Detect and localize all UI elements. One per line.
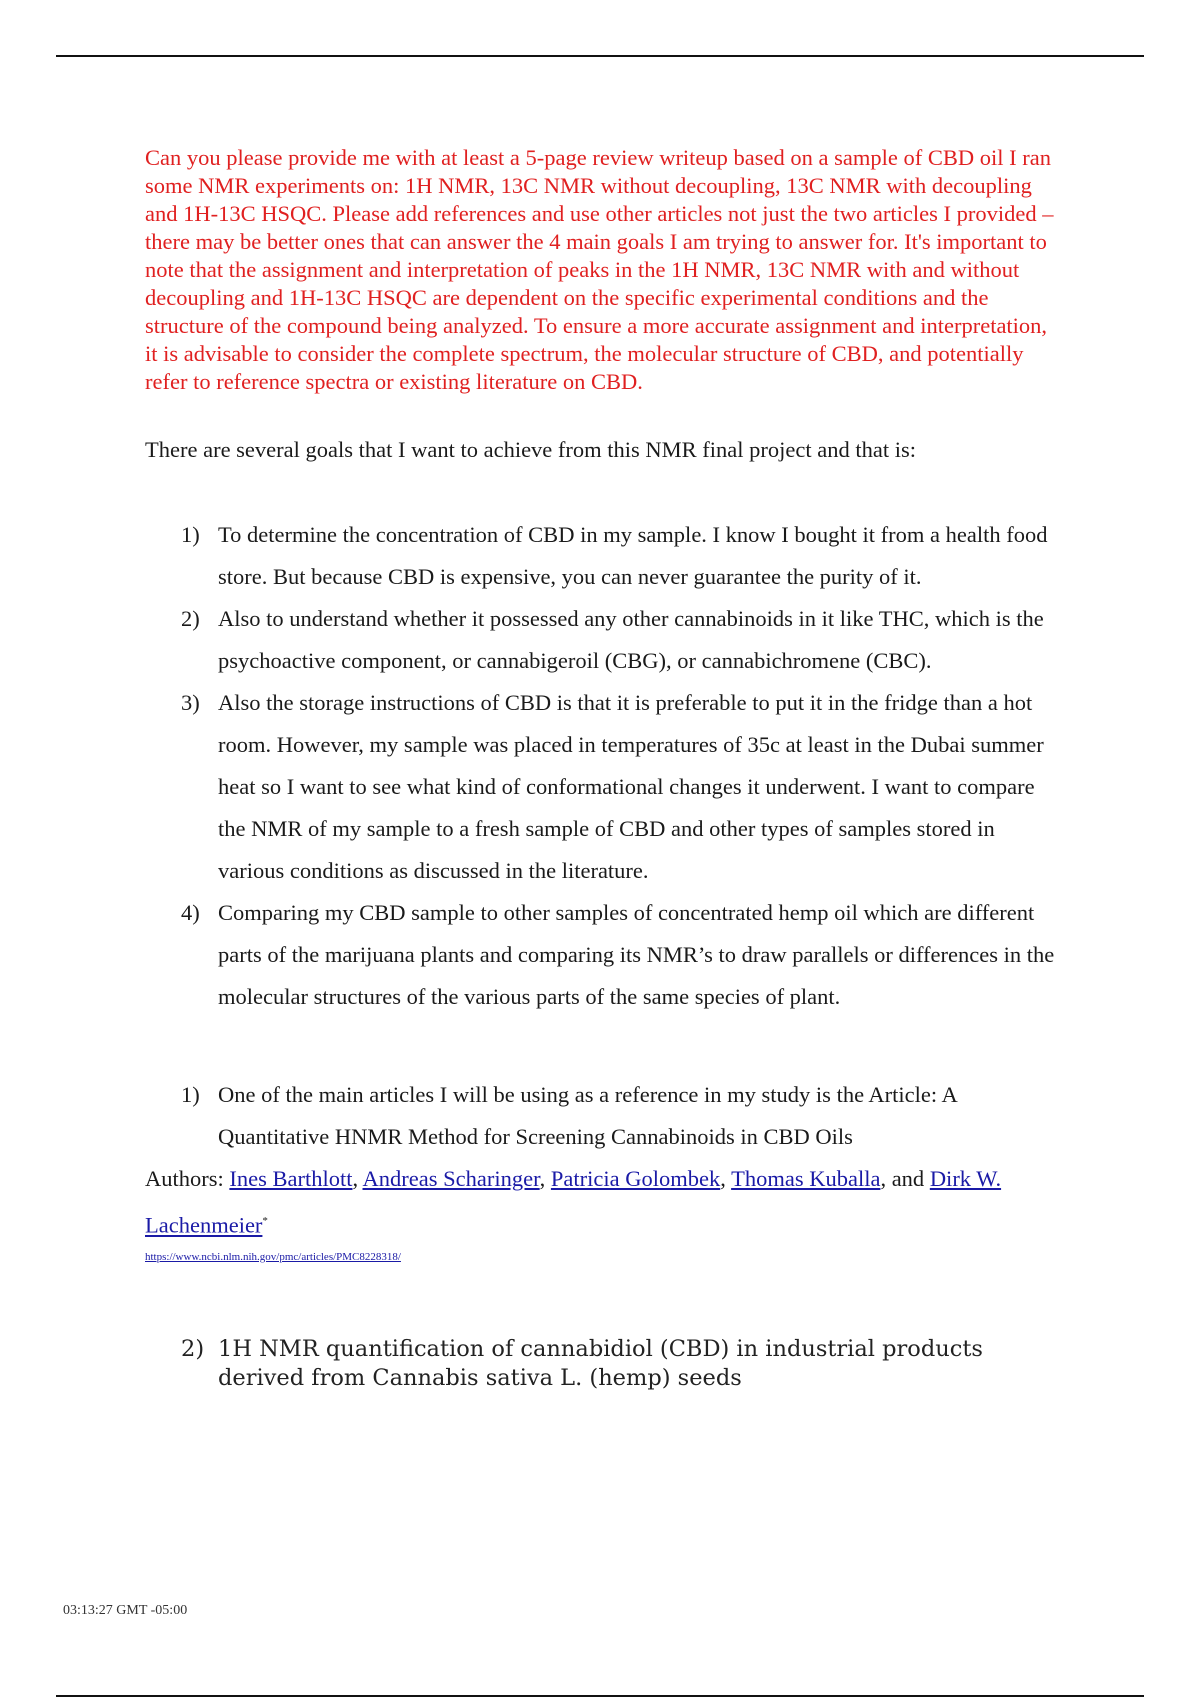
authors-line	[145, 1158, 1065, 1247]
goal-item-2	[145, 598, 1065, 682]
goal-text: To determine the concentration of CBD in my sample. I know I bought it from a health food store. But because CBD is expensive, you can never guarantee the purity of it.	[218, 522, 1048, 589]
reference-item-1	[145, 1074, 1065, 1158]
goal-number: 2)	[181, 606, 200, 631]
request-paragraph: Can you please provide me with at least a 5-page review writeup based on a sample of CBD oil I ran some NMR experiments on: 1H NMR, 13C NMR without decoupling, 13C NMR with decoupling and 1H-13C HSQC. Please add references and use other articles not just the two articles I provided – there may be better ones that can answer the 4 main goals I am trying to answer for. It's important to note that the assignment and interpretation of peaks in the 1H NMR, 13C NMR with and without decoupling and 1H-13C HSQC are dependent on the specific experimental conditions and the structure of the compound being analyzed. To ensure a more accurate assignment and interpretation, it is advisable to consider the complete spectrum, the molecular structure of CBD, and potentially refer to reference spectra or existing literature on CBD.	[145, 145, 1054, 394]
timestamp: 03:13:27 GMT -05:00	[63, 1603, 188, 1618]
goal-item-4	[145, 892, 1065, 1018]
goals-list	[145, 514, 1065, 1018]
reference-number: 2)	[181, 1335, 205, 1362]
document-body	[145, 144, 1065, 1393]
reference-item-2	[145, 1335, 1065, 1393]
reference-number: 1)	[181, 1082, 200, 1107]
author-separator: ,	[352, 1166, 363, 1191]
goal-item-3	[145, 682, 1065, 892]
goal-text: Comparing my CBD sample to other samples of concentrated hemp oil which are different parts of the marijuana plants and comparing its NMR’s to draw parallels or differences in the molecular structures of the various parts of the same species of plant.	[218, 900, 1055, 1009]
author-link[interactable]: Andreas Scharinger	[362, 1166, 540, 1191]
goal-number: 4)	[181, 900, 200, 925]
author-link[interactable]: Ines Barthlott	[229, 1166, 353, 1191]
goal-number: 3)	[181, 690, 200, 715]
goal-text: Also to understand whether it possessed any other cannabinoids in it like THC, which is the psychoactive component, or cannabigeroil (CBG), or cannabichromene (CBC).	[218, 606, 1044, 673]
article-url-link[interactable]: https://www.ncbi.nlm.nih.gov/pmc/articles/PMC8228318/	[145, 1250, 401, 1263]
author-separator: , and	[880, 1166, 930, 1191]
reference-title: 1H NMR quantification of cannabidiol (CBD) in industrial products derived from Cannabis sativa L. (hemp) seeds	[218, 1335, 983, 1391]
author-link[interactable]: Thomas Kuballa	[731, 1166, 881, 1191]
author-link[interactable]: Dirk W. Lachenmeier	[145, 1166, 1002, 1238]
author-separator: ,	[720, 1166, 732, 1191]
goal-text: Also the storage instructions of CBD is that it is preferable to put it in the fridge than a hot room. However, my sample was placed in temperatures of 35c at least in the Dubai summer heat so I want to see what kind of conformational changes it underwent. I want to compare the NMR of my sample to a fresh sample of CBD and other types of samples stored in various conditions as discussed in the literature.	[218, 690, 1044, 883]
author-separator: ,	[539, 1166, 551, 1191]
corresponding-author-marker: *	[262, 1215, 268, 1227]
top-rule	[56, 55, 1144, 57]
goal-number: 1)	[181, 522, 200, 547]
references-list	[145, 1074, 1065, 1158]
goals-intro: There are several goals that I want to achieve from this NMR final project and that is:	[145, 437, 916, 462]
bottom-rule	[56, 1695, 1144, 1697]
reference-text: One of the main articles I will be using as a reference in my study is the Article: A Quantitative HNMR Method for Screening Cannabinoids in CBD Oils	[218, 1082, 957, 1149]
authors-label: Authors:	[145, 1166, 230, 1191]
goal-item-1	[145, 514, 1065, 598]
author-link[interactable]: Patricia Golombek	[550, 1166, 721, 1191]
